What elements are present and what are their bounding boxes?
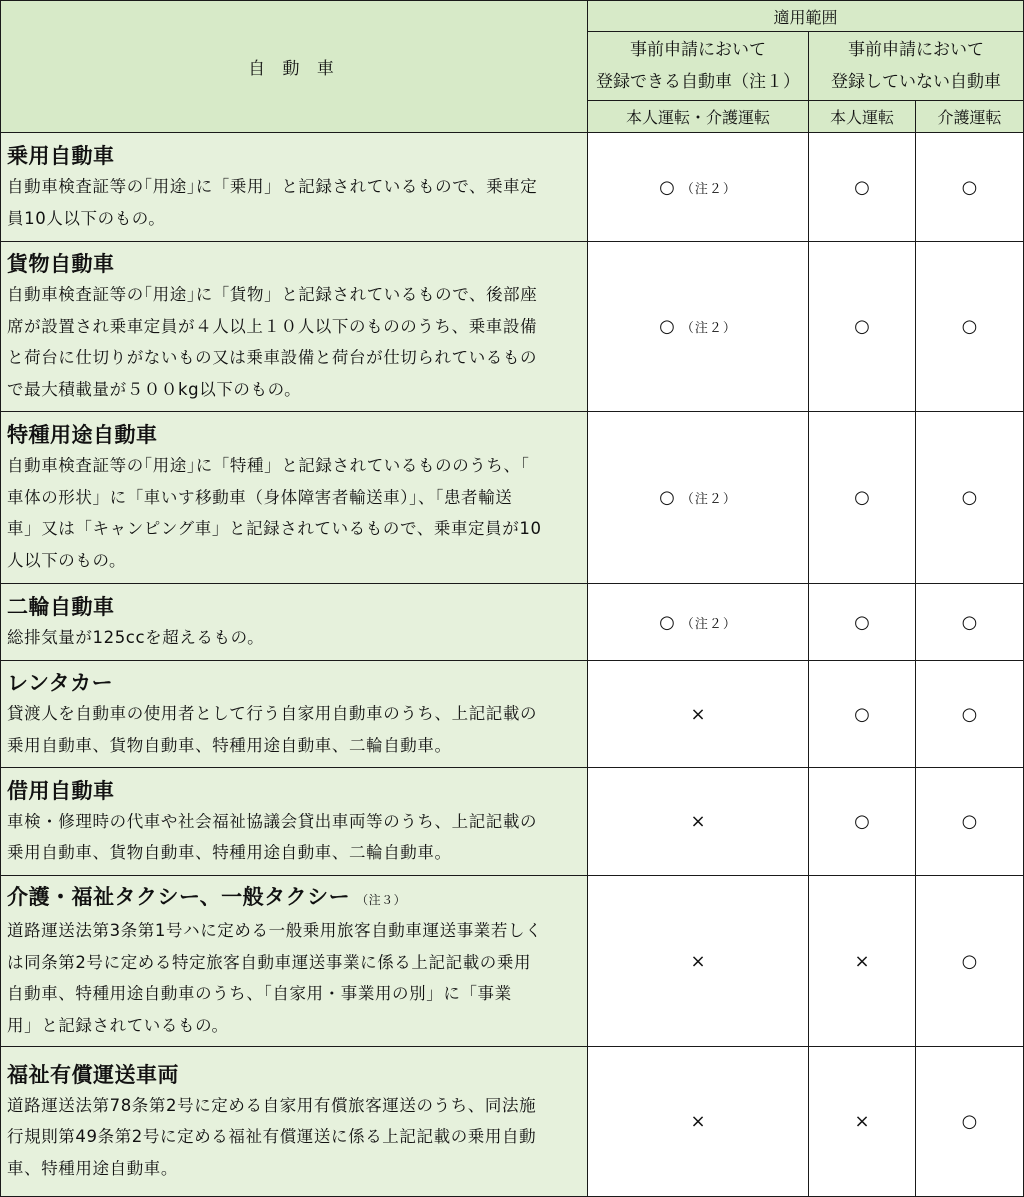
applicability-mark: ○ bbox=[854, 703, 870, 725]
applicability-mark: ○ bbox=[854, 611, 870, 633]
vehicle-description-line: で最大積載量が５００kg以下のもの。 bbox=[7, 379, 302, 399]
applicability-mark: ○ bbox=[854, 316, 870, 337]
mark-note: （注２） bbox=[680, 492, 737, 507]
registered-header-line1: 事前申請において bbox=[630, 40, 766, 60]
applicability-mark: ○ bbox=[961, 703, 978, 725]
table-row bbox=[1, 584, 1024, 661]
vehicle-description-line: 貸渡人を自動車の使用者として行う自家用自動車のうち、上記記載の bbox=[7, 704, 538, 723]
vehicle-name-text: 貨物自動車 bbox=[7, 252, 115, 276]
vehicle-description-line: 車」又は「キャンピング車」と記録されているもので、乗車定員が10 bbox=[7, 519, 542, 538]
vehicle-description-line: 員10人以下のもの。 bbox=[7, 208, 166, 228]
care-mark-cell bbox=[916, 412, 1024, 584]
vehicle-name bbox=[7, 668, 581, 698]
applicability-mark: ○ bbox=[961, 176, 978, 198]
vehicle-description-line: 車、特種用途自動車。 bbox=[7, 1158, 178, 1178]
care-mark-cell bbox=[916, 876, 1024, 1047]
vehicle-description-line: 行規則第49条第2号に定める福祉有償運送に係る上記記載の乗用自動 bbox=[7, 1127, 537, 1147]
table-row bbox=[1, 661, 1024, 768]
table-row bbox=[1, 876, 1024, 1047]
registered-mark-cell bbox=[588, 242, 809, 412]
vehicle-name bbox=[7, 882, 581, 915]
vehicle-description-line: は同条第2号に定める特定旅客自動車運送事業に係る上記記載の乗用 bbox=[7, 952, 532, 972]
self-mark-cell bbox=[809, 1047, 916, 1197]
applicability-mark: ○ bbox=[659, 316, 675, 337]
table-row bbox=[1, 133, 1024, 242]
self-mark-cell bbox=[809, 133, 916, 242]
applicability-mark: ○ bbox=[854, 487, 870, 508]
vehicle-name-note: （注３） bbox=[356, 893, 407, 907]
vehicle-name-text: 特種用途自動車 bbox=[7, 423, 158, 447]
care-mark-cell bbox=[916, 133, 1024, 242]
table-row bbox=[1, 768, 1024, 876]
registered-mark-cell bbox=[588, 412, 809, 584]
self-mark-cell bbox=[809, 768, 916, 876]
vehicle-column-header: 自 動 車 bbox=[1, 1, 588, 133]
registered-mark-cell bbox=[588, 876, 809, 1047]
vehicle-name-text: 二輪自動車 bbox=[7, 594, 115, 619]
table-row bbox=[1, 1047, 1024, 1197]
self-mark-cell bbox=[809, 876, 916, 1047]
table-row bbox=[1, 242, 1024, 412]
vehicle-description-line: 人以下のもの。 bbox=[7, 550, 127, 570]
registered-header-line2: 登録できる自動車（注１） bbox=[596, 72, 800, 92]
self-mark-cell bbox=[809, 242, 916, 412]
vehicle-cell bbox=[1, 242, 588, 412]
care-mark-cell bbox=[916, 661, 1024, 768]
applicability-mark: ○ bbox=[961, 611, 978, 633]
applicability-mark: × bbox=[854, 950, 870, 972]
applicability-mark: ○ bbox=[659, 487, 675, 508]
vehicle-name bbox=[7, 1060, 581, 1090]
applicability-mark: ○ bbox=[659, 176, 675, 198]
applicability-mark: × bbox=[854, 1111, 870, 1132]
self-mark-cell bbox=[809, 412, 916, 584]
mark-note: （注２） bbox=[680, 616, 737, 632]
vehicle-cell bbox=[1, 876, 588, 1047]
vehicle-name-text: 乗用自動車 bbox=[7, 144, 115, 168]
vehicle-description-line: 自動車検査証等の｢用途｣に「乗用」と記録されているもので、乗車定 bbox=[7, 177, 538, 196]
applicability-mark: ○ bbox=[854, 176, 870, 198]
applicability-mark: ○ bbox=[961, 950, 978, 972]
vehicle-description-line: 自動車検査証等の｢用途｣に「特種」と記録されているもののうち、「 bbox=[7, 456, 530, 475]
vehicle-name-text: 介護・福祉タクシー、一般タクシー bbox=[7, 885, 351, 909]
subheader-care: 介護運転 bbox=[916, 101, 1024, 133]
registered-mark-cell bbox=[588, 1047, 809, 1197]
vehicle-description-line: 道路運送法第3条第1号ハに定める一般乗用旅客自動車運送事業若しく bbox=[7, 921, 543, 940]
vehicle-description-line: と荷台に仕切りがないもの又は乗車設備と荷台が仕切られているもの bbox=[7, 348, 538, 367]
applicability-mark: × bbox=[690, 1111, 706, 1132]
care-mark-cell bbox=[916, 242, 1024, 412]
care-mark-cell bbox=[916, 1047, 1024, 1197]
vehicle-description-line: 席が設置され乗車定員が４人以上１０人以下のもののうち、乗車設備 bbox=[7, 316, 538, 336]
vehicle-description-line: 車体の形状」に「車いす移動車（身体障害者輸送車）」、「患者輸送 bbox=[7, 487, 513, 507]
unregistered-header-line2: 登録していない自動車 bbox=[831, 72, 1001, 92]
vehicle-name bbox=[7, 776, 581, 806]
vehicle-description-line: 乗用自動車、貨物自動車、特種用途自動車、二輪自動車。 bbox=[7, 735, 452, 755]
applicability-mark: ○ bbox=[854, 811, 870, 832]
applicability-mark: × bbox=[690, 811, 706, 832]
vehicle-description-line: 用」と記録されているもの。 bbox=[7, 1015, 229, 1035]
applicability-mark: × bbox=[690, 703, 706, 725]
applicability-mark: ○ bbox=[961, 1111, 978, 1132]
unregistered-header bbox=[809, 32, 1024, 101]
vehicle-description-line: 道路運送法第78条第2号に定める自家用有償旅客運送のうち、同法施 bbox=[7, 1095, 537, 1115]
registered-mark-cell bbox=[588, 133, 809, 242]
applicability-mark: ○ bbox=[961, 487, 978, 508]
applicability-mark: ○ bbox=[961, 811, 978, 832]
subheader-self: 本人運転 bbox=[809, 101, 916, 133]
vehicle-name-text: 借用自動車 bbox=[7, 778, 115, 803]
vehicle-name bbox=[7, 249, 581, 279]
unregistered-header-line1: 事前申請において bbox=[848, 40, 984, 60]
registered-mark-cell bbox=[588, 584, 809, 661]
vehicle-cell bbox=[1, 768, 588, 876]
vehicle-description-line: 乗用自動車、貨物自動車、特種用途自動車、二輪自動車。 bbox=[7, 843, 452, 862]
mark-note: （注２） bbox=[680, 181, 737, 197]
self-mark-cell bbox=[809, 584, 916, 661]
registered-header bbox=[588, 32, 809, 101]
vehicle-cell bbox=[1, 661, 588, 768]
vehicle-cell bbox=[1, 133, 588, 242]
vehicle-cell bbox=[1, 1047, 588, 1197]
applicability-mark: × bbox=[690, 950, 706, 972]
vehicle-name bbox=[7, 592, 581, 622]
vehicle-name-text: レンタカー bbox=[7, 671, 114, 695]
registered-mark-cell bbox=[588, 768, 809, 876]
vehicle-name bbox=[7, 420, 581, 450]
vehicle-description-line: 自動車検査証等の｢用途｣に「貨物」と記録されているもので、後部座 bbox=[7, 285, 538, 304]
vehicle-description-line: 自動車、特種用途自動車のうち、「自家用・事業用の別」に「事業 bbox=[7, 984, 512, 1003]
vehicle-cell bbox=[1, 584, 588, 661]
care-mark-cell bbox=[916, 768, 1024, 876]
applicability-mark: ○ bbox=[659, 611, 675, 633]
vehicle-description-line: 総排気量が125ccを超えるもの。 bbox=[7, 627, 265, 647]
care-mark-cell bbox=[916, 584, 1024, 661]
scope-header: 適用範囲 bbox=[588, 1, 1024, 32]
applicability-mark: ○ bbox=[961, 316, 978, 337]
subheader-self-care: 本人運転・介護運転 bbox=[588, 101, 809, 133]
vehicle-name bbox=[7, 141, 581, 171]
table-body bbox=[1, 133, 1024, 1197]
vehicle-name-text: 福祉有償運送車両 bbox=[7, 1062, 179, 1087]
self-mark-cell bbox=[809, 661, 916, 768]
vehicle-description-line: 車検・修理時の代車や社会福祉協議会貸出車両等のうち、上記記載の bbox=[7, 811, 538, 831]
table-row bbox=[1, 412, 1024, 584]
mark-note: （注２） bbox=[680, 321, 737, 336]
registered-mark-cell bbox=[588, 661, 809, 768]
vehicle-cell bbox=[1, 412, 588, 584]
